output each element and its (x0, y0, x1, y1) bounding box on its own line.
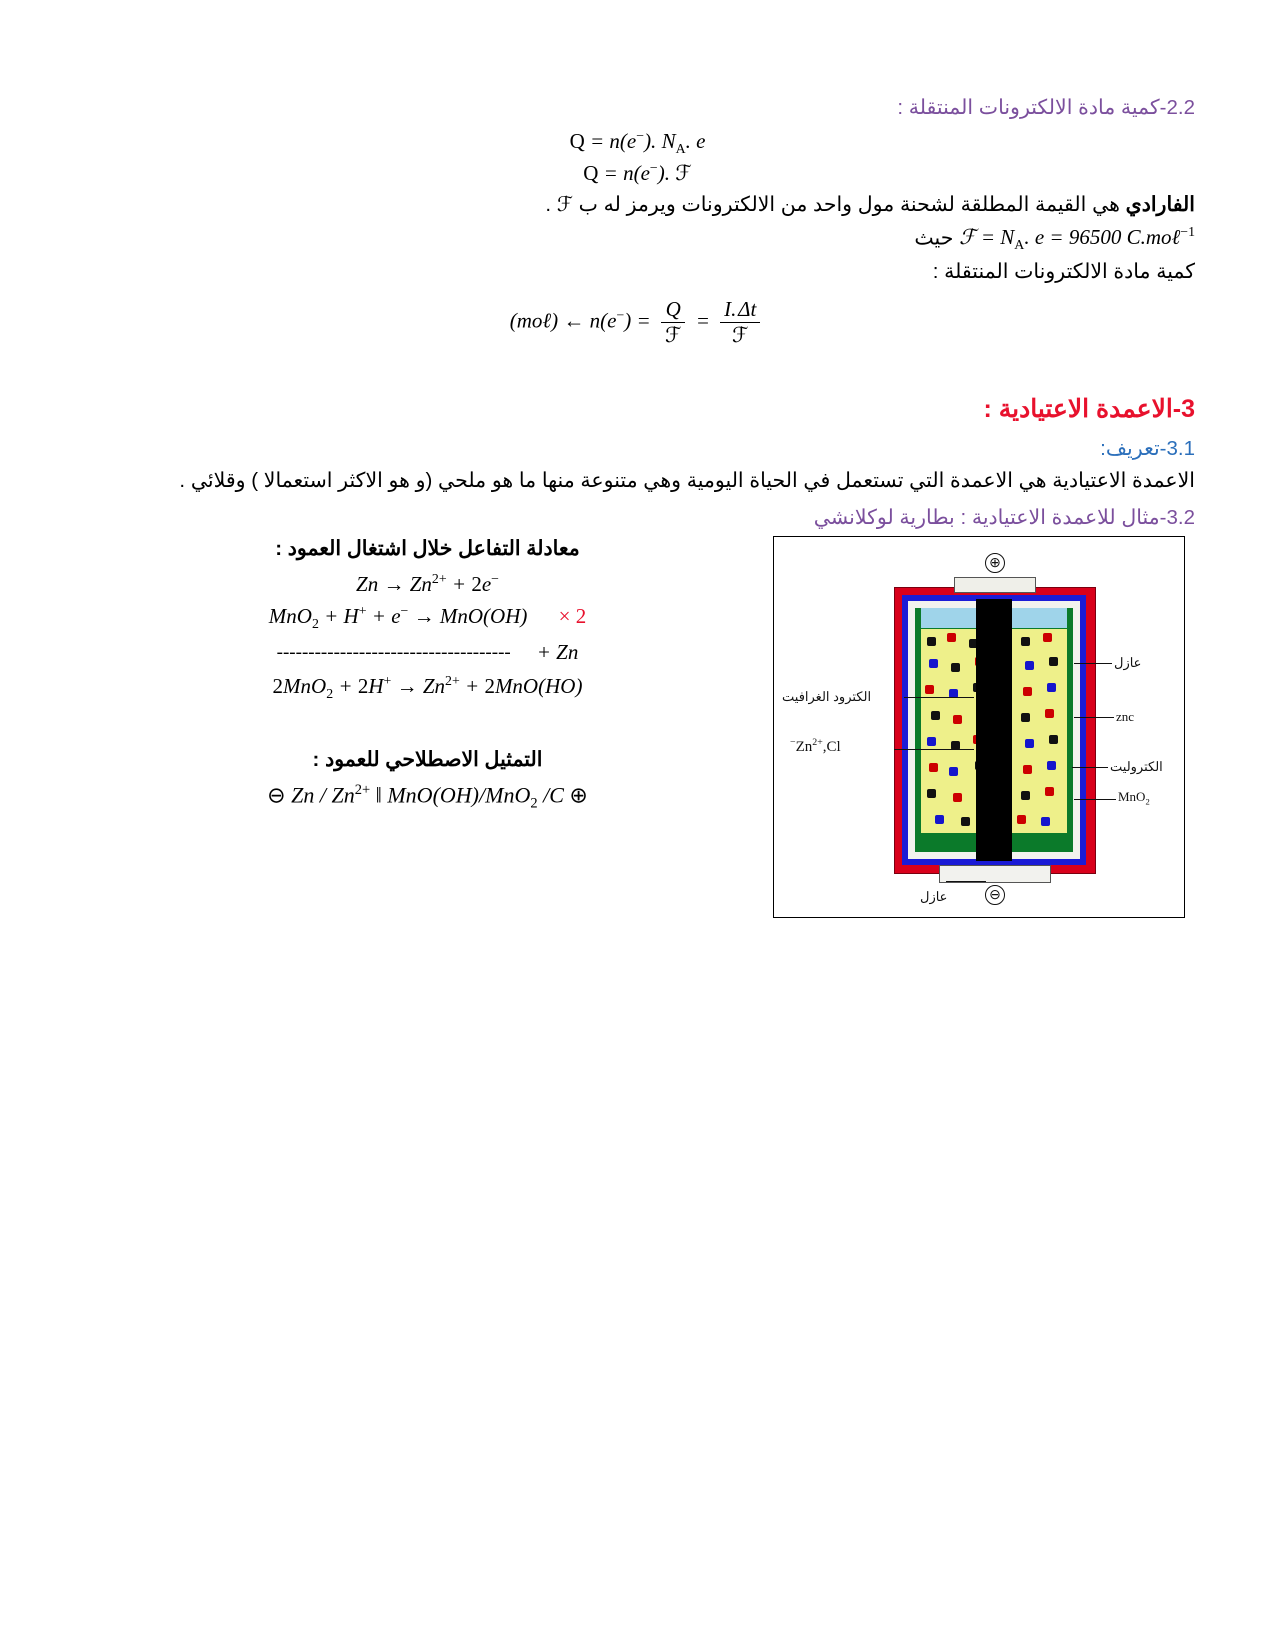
leader-mno2 (1074, 799, 1116, 800)
faraday-value-line (80, 221, 1195, 256)
faraday-term: الفارادي (1125, 193, 1195, 217)
fraction-numerator: Q (665, 297, 681, 322)
fraction-denominator: ℱ (661, 322, 686, 348)
section-3-heading: 3-الاعمدة الاعتيادية : (983, 395, 1195, 424)
faraday-definition-text: هي القيمة المطلقة لشحنة مول واحد من الالكترونات ويرمز له ب ℱ . (545, 193, 1126, 217)
equation-q-faraday: Q = n(e−). ℱ (583, 160, 692, 186)
equation-q-na-e: Q = n(e−). $N_A$. e (569, 128, 706, 157)
sum-row (90, 640, 765, 665)
top-insulator-cap (954, 577, 1036, 593)
reaction-title: معادلة التفاعل خلال اشتغال العمود : (275, 537, 580, 561)
leclanche-battery-figure (773, 536, 1185, 918)
section-3-1-heading: 3.1-تعريف: (1100, 437, 1195, 461)
electrons-quantity-equation: (moℓ) ← n(e−) = $\frac{Q}{\text{ℱ}}$ = $\frac{I. \Delta t}{\text{ℱ}}$ (80, 297, 1195, 348)
fraction-denominator-2: ℱ (720, 322, 760, 348)
half-reaction-reduction-row (90, 603, 765, 632)
leader-insulator-top (1074, 663, 1112, 664)
minus-terminal-icon: ⊖ (985, 885, 1005, 905)
leader-graphite (904, 697, 974, 698)
section-3-1-text: الاعمدة الاعتيادية هي الاعمدة التي تستعمل في الحياة اليومية وهي متنوعة منها ما هو ملحي (و هو الاكثر استعمالا ) وقلائي . (179, 469, 1195, 493)
figure-and-reaction-row (80, 536, 1195, 918)
graphite-rod (976, 599, 1012, 861)
label-electrolyte: الكتروليت (1110, 759, 1163, 775)
label-zinc: znc (1116, 709, 1135, 725)
fraction-q-over-f (656, 297, 691, 348)
section-2-2-heading: 2.2-كمية مادة الالكترونات المنتقلة : (897, 96, 1195, 119)
reaction-column (80, 536, 765, 812)
zn-plus-label: Zn + (536, 640, 579, 665)
label-insulator-top: عازل (1114, 655, 1142, 671)
faraday-definition (80, 189, 1195, 221)
label-zinc-ion: $Zn^{2+},Cl^-$ (790, 737, 841, 756)
where-label: حيث (914, 226, 954, 250)
charge-equations (80, 128, 1195, 186)
reaction-multiplier: × 2 (558, 604, 587, 629)
leader-zinc (1074, 717, 1114, 718)
plus-terminal-icon: ⊕ (985, 553, 1005, 573)
leader-electrolyte (1072, 767, 1108, 768)
symbolic-title: التمثيل الاصطلاحي للعمود : (312, 747, 543, 771)
label-mno2: MnO$_2$ (1118, 789, 1150, 807)
label-insulator-bottom: عازل (920, 889, 948, 905)
fraction-numerator-2: I. Δt (724, 297, 757, 322)
section-3-2-heading: 3.2-مثال للاعمدة الاعتيادية : بطارية لوكلانشي (813, 506, 1195, 530)
leader-insulator-bottom (946, 881, 986, 882)
faraday-value: ℱ = $N_A$. e = 96500 C.moℓ$^{-1}$ (959, 223, 1195, 253)
half-reaction-oxidation: $Zn \to Zn^{2+} + 2e^-$ (356, 571, 499, 597)
battery-figure-wrapper (765, 536, 1185, 918)
fraction-idt-over-f (715, 297, 765, 348)
overall-reaction: $2MnO_2 + 2H^+ \to Zn^{2+} + 2MnO(HO)$ (272, 673, 583, 702)
label-graphite-electrode: الكترود الغرافيت (782, 689, 872, 705)
sum-divider: ------------------------------------- (276, 641, 511, 663)
symbolic-representation: ⊖ Zn / $Zn^{2+}$ ‖ MnO(OH)/MnO$_2$ /C ⊕ (267, 781, 588, 812)
quantity-label: كمية مادة الالكترونات المنتقلة : (932, 259, 1195, 283)
half-reaction-reduction: MnO$_2$ + H+ + e− → MnO(OH) (268, 603, 528, 632)
leader-zinc-ion (894, 749, 974, 750)
